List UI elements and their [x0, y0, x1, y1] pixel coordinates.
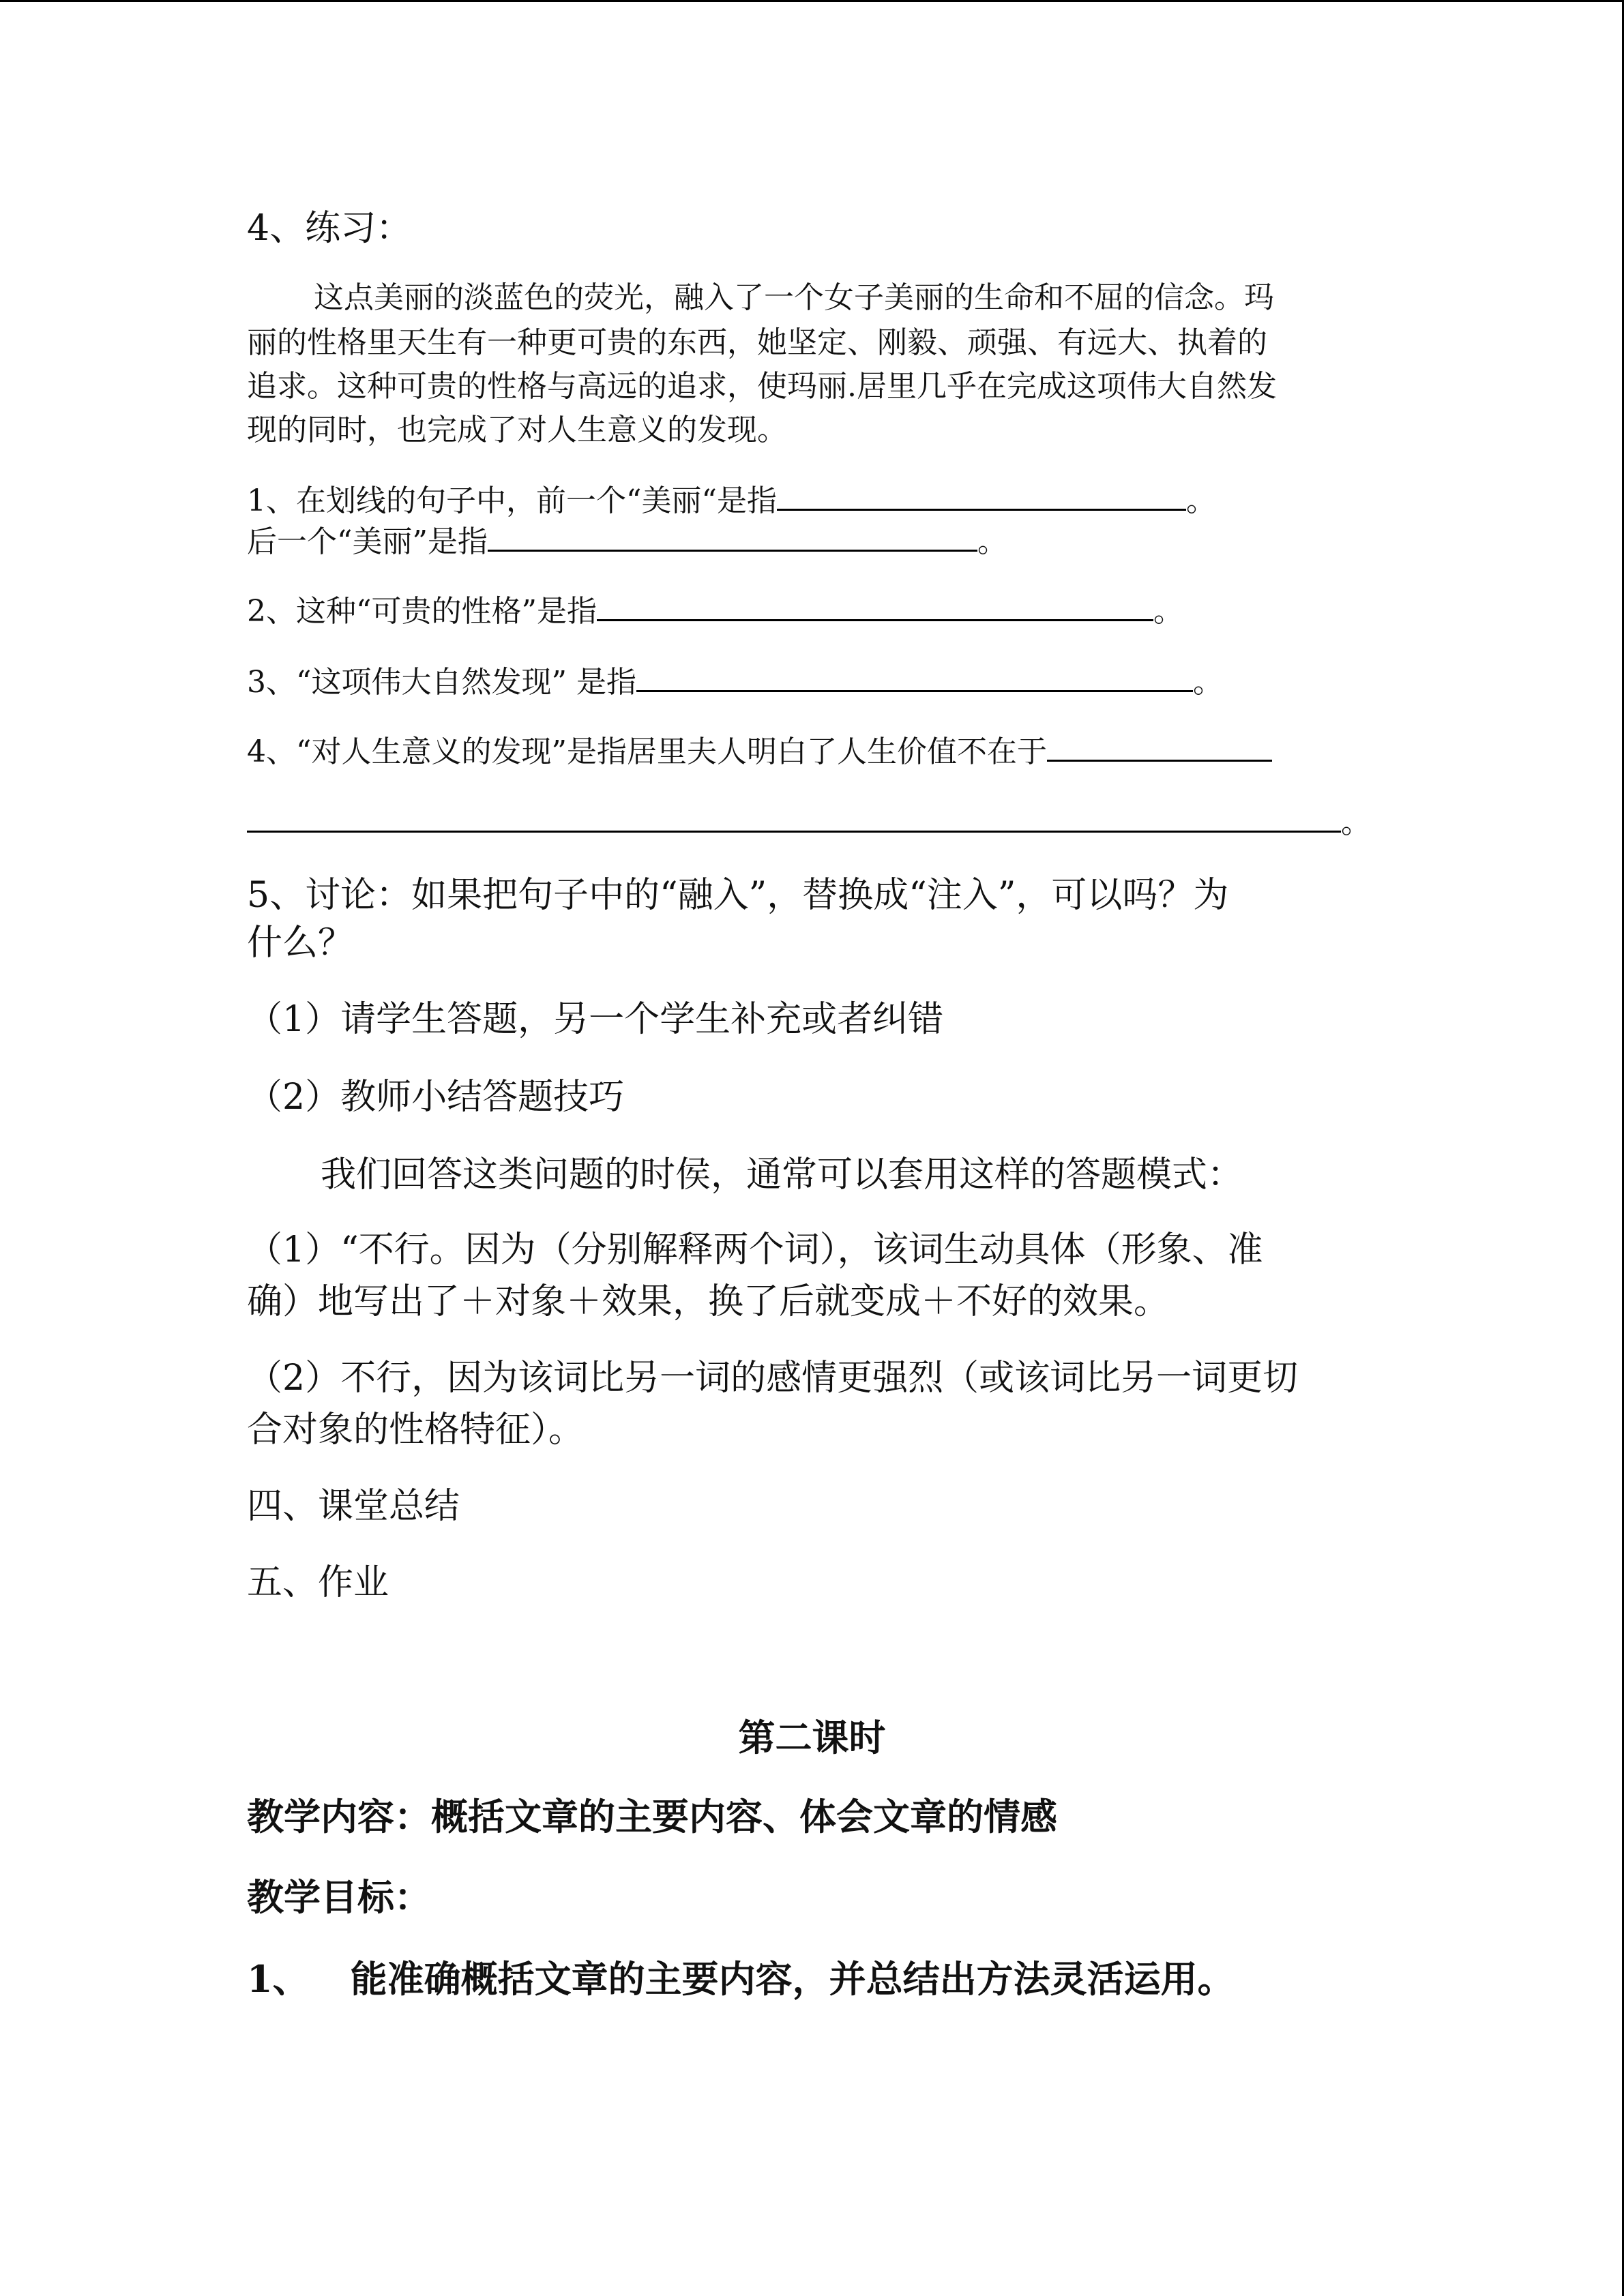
answer-mode-2-line-2: 合对象的性格特征）。 — [247, 1410, 585, 1450]
page-border-top — [0, 0, 1624, 2]
goal-1-text: 能准确概括文章的主要内容，并总结出方法灵活运用。 — [350, 1957, 1235, 2001]
answer-mode-1-line-1: （1）“不行。因为（分别解释两个词），该词生动具体（形象、准 — [247, 1229, 1263, 1270]
discussion-question-line-2: 什么？ — [247, 923, 354, 964]
passage-line-2: 丽的性格里天生有一种更可贵的东西，她坚定、刚毅、顽强、有远大、执着的 — [247, 325, 1267, 360]
answer-blank-q1b[interactable] — [488, 520, 977, 552]
question-2-prompt: 2、这种“可贵的性格”是指 — [247, 594, 597, 629]
section-summary: 四、课堂总结 — [247, 1486, 460, 1527]
discussion-question-line-1: 5、讨论：如果把句子中的“融入”，替换成“注入”，可以吗？为 — [247, 875, 1229, 916]
goal-1-number: 1、 — [247, 1957, 310, 2001]
lesson-2-content: 教学内容：概括文章的主要内容、体会文章的情感 — [247, 1795, 1057, 1838]
answer-mode-intro: 我们回答这类问题的时侯，通常可以套用这样的答题模式： — [321, 1154, 1243, 1195]
passage-line-3: 追求。这种可贵的性格与高远的追求，使玛丽.居里几乎在完成这项伟大自然发 — [247, 369, 1277, 404]
question-1b-prompt: 后一个“美丽”是指 — [247, 524, 488, 559]
passage-line-1: 这点美丽的淡蓝色的荧光，融入了一个女子美丽的生命和不屈的信念。玛 — [314, 280, 1274, 315]
answer-blank-q3[interactable] — [636, 660, 1193, 692]
question-2 — [247, 586, 1183, 630]
lesson-2-goal-1 — [247, 1950, 1235, 2003]
question-4-continuation — [247, 798, 1371, 841]
question-3-period: 。 — [1192, 665, 1223, 700]
passage-line-4: 现的同时，也完成了对人生意义的发现。 — [247, 413, 787, 447]
answer-mode-1-line-2: 确）地写出了＋对象＋效果，换了后就变成＋不好的效果。 — [247, 1281, 1170, 1322]
question-1-prompt: 1、在划线的句子中，前一个“美丽“是指 — [247, 483, 777, 518]
question-4 — [247, 727, 1272, 771]
lesson-2-goals-label: 教学目标： — [247, 1875, 431, 1919]
question-1-line-2 — [247, 517, 1007, 561]
answer-blank-q4a[interactable] — [1047, 730, 1272, 762]
question-1-line-1 — [247, 476, 1216, 520]
question-3-prompt: 3、“这项伟大自然发现” 是指 — [247, 665, 636, 700]
discussion-step-2: （2）教师小结答题技巧 — [247, 1077, 625, 1118]
section-homework: 五、作业 — [247, 1562, 389, 1603]
answer-blank-q4b[interactable] — [247, 801, 1341, 833]
answer-blank-q2[interactable] — [597, 589, 1153, 621]
question-2-period: 。 — [1153, 594, 1183, 629]
question-1b-period: 。 — [977, 524, 1007, 559]
answer-mode-2-line-1: （2）不行，因为该词比另一词的感情更强烈（或该词比另一词更切 — [247, 1358, 1299, 1399]
question-3 — [247, 657, 1223, 701]
lesson-2-title: 第二课时 — [738, 1716, 886, 1759]
discussion-step-1: （1）请学生答题，另一个学生补充或者纠错 — [247, 999, 944, 1040]
question-4-prompt: 4、“对人生意义的发现”是指居里夫人明白了人生价值不在于 — [247, 734, 1047, 769]
answer-blank-q1a[interactable] — [777, 479, 1186, 511]
question-4-period: 。 — [1341, 805, 1371, 840]
question-1-period: 。 — [1185, 483, 1216, 518]
practice-heading: 4、练习： — [247, 208, 412, 249]
